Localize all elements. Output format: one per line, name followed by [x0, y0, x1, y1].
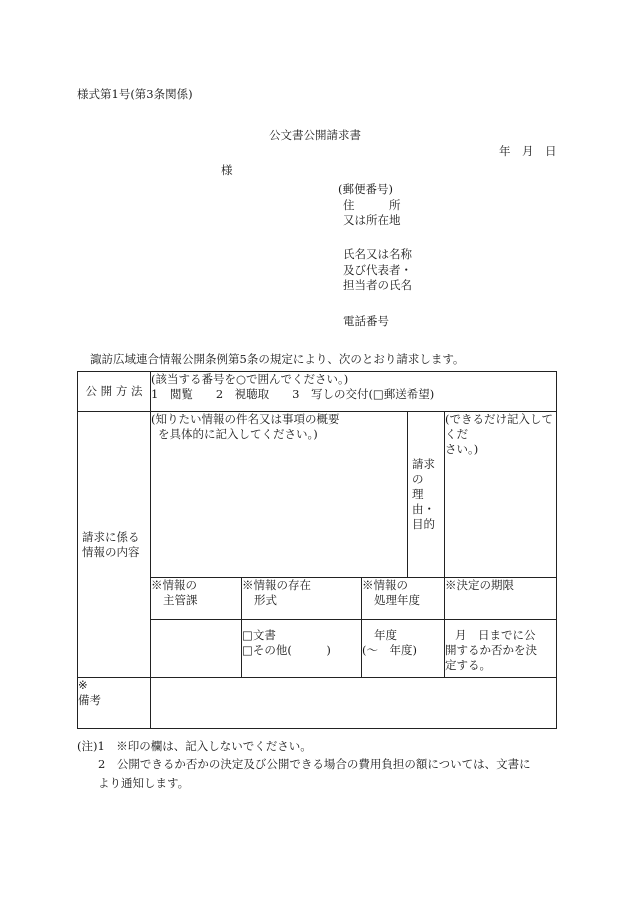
method-instruction: (該当する番号を○で囲んでください。) — [151, 372, 349, 386]
method-cell[interactable] — [151, 372, 557, 412]
name-label-3: 担当者の氏名 — [343, 278, 412, 292]
content-label-1: 請求に係る — [82, 529, 140, 544]
exist-header-cell — [242, 578, 362, 620]
request-table — [77, 371, 557, 729]
exist-option-other: □その他( ) — [242, 643, 331, 657]
note-2b: より通知します。 — [98, 776, 190, 790]
content-entry-cell[interactable] — [151, 412, 408, 578]
address-label-2: 又は所在地 — [343, 213, 401, 227]
reason-instruction-2: さい。) — [445, 442, 479, 456]
page-title: 公文書公開請求書 — [269, 128, 361, 142]
remarks-label-1: ※ — [78, 678, 88, 692]
form-number: 様式第1号(第3条関係) — [77, 87, 193, 101]
addressee: 様 — [221, 163, 233, 177]
content-instruction-2: を具体的に記入してください。) — [158, 427, 318, 441]
postal-code-label: (郵便番号) — [338, 182, 393, 196]
dept-header-2: 主管課 — [163, 593, 198, 607]
note-1: (注)1 ※印の欄は、記入しないでください。 — [77, 739, 312, 753]
exist-value-cell[interactable] — [242, 620, 362, 678]
deadline-header-cell — [445, 578, 557, 620]
dept-header-cell — [151, 578, 242, 620]
deadline-header: ※決定の期限 — [445, 578, 514, 592]
intro-text: 諏訪広域連合情報公開条例第5条の規定により、次のとおり請求します。 — [90, 352, 465, 366]
dept-value-cell[interactable] — [151, 620, 242, 678]
reason-label-3: 目的 — [412, 517, 435, 531]
remarks-entry-cell[interactable] — [151, 678, 557, 729]
reason-instruction-1: (できるだけ記入してくだ — [445, 412, 553, 441]
content-label-2: 情報の内容 — [82, 544, 140, 559]
reason-label-cell — [408, 412, 445, 578]
year-header-1: ※情報の — [362, 578, 408, 592]
dept-header-1: ※情報の — [151, 578, 197, 592]
deadline-value-3: 定する。 — [445, 658, 491, 672]
content-instruction-1: (知りたい情報の件名又は事項の概要 — [151, 412, 340, 426]
year-header-cell — [362, 578, 445, 620]
exist-header-1: ※情報の存在 — [242, 578, 311, 592]
reason-label-1: 請求の — [412, 457, 435, 486]
method-options: 1 閲覧 2 視聴取 3 写しの交付(□郵送希望) — [151, 387, 435, 401]
method-label: 公 開 方 法 — [85, 384, 143, 398]
deadline-value-cell[interactable] — [445, 620, 557, 678]
year-value-2: (～ 年度) — [362, 643, 417, 657]
name-label-1: 氏名又は名称 — [343, 247, 412, 261]
exist-option-document: □文書 — [242, 628, 276, 642]
method-label-cell — [78, 372, 151, 412]
date-line: 年 月 日 — [499, 144, 557, 158]
deadline-value-2: 開するか否かを決 — [445, 643, 537, 657]
phone-label: 電話番号 — [343, 314, 389, 328]
deadline-value-1: 月 日までに公 — [455, 628, 536, 642]
content-label-cell — [78, 412, 151, 678]
name-label-2: 及び代表者・ — [343, 263, 412, 277]
remarks-label-2: 備考 — [78, 693, 101, 707]
year-header-2: 処理年度 — [374, 593, 420, 607]
year-value-1: 年度 — [374, 628, 397, 642]
exist-header-2: 形式 — [254, 593, 277, 607]
note-2a: 2 公開できるか否かの決定及び公開できる場合の費用負担の額については、文書に — [98, 757, 531, 771]
address-label-1: 住 所 — [343, 198, 401, 212]
year-value-cell[interactable] — [362, 620, 445, 678]
reason-label-2: 理由・ — [412, 487, 435, 516]
reason-entry-cell[interactable] — [445, 412, 557, 578]
remarks-label-cell — [78, 678, 151, 729]
